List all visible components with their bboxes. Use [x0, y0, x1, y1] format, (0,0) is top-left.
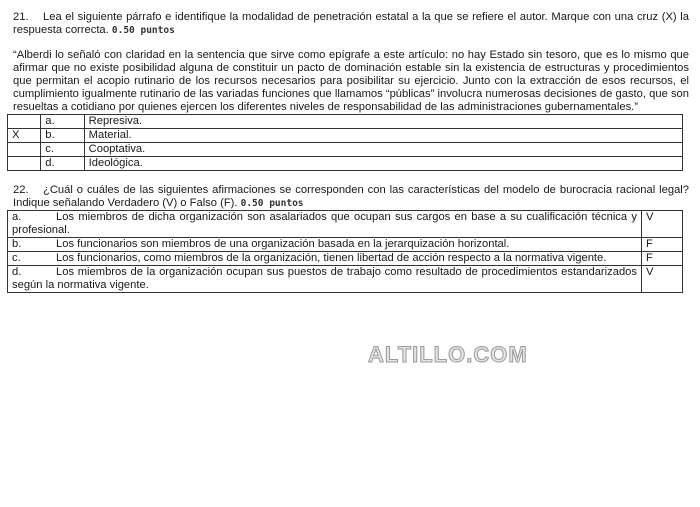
option-mark-cell[interactable] [8, 157, 41, 171]
question-points: 0.50 puntos [240, 198, 304, 209]
statement-cell [8, 266, 642, 293]
question-22 [13, 184, 689, 210]
option-row[interactable] [8, 143, 683, 157]
statement-letter: d. [12, 266, 22, 278]
question-prompt: Lea el siguiente párrafo e identifique la modalidad de penetración estatal a la que se refiere el autor. Marque con una cruz (X) la respuesta correcta. [13, 11, 689, 36]
statement-cell [8, 238, 642, 252]
statement-cell [8, 211, 642, 238]
statement-row [8, 252, 683, 266]
option-letter: b. [41, 129, 84, 143]
options-table [7, 114, 683, 171]
statement-text: Los miembros de dicha organización son asalariados que ocupan sus cargos en base a su cualificación técnica y profesional. [12, 211, 637, 236]
statement-text: Los funcionarios son miembros de una organización basada en la jerarquización horizontal. [56, 238, 510, 250]
option-row[interactable] [8, 157, 683, 171]
statement-text: Los miembros de la organización ocupan sus puestos de trabajo como resultado de procedimientos estandarizados según la normativa vigente. [12, 266, 637, 291]
statement-cell [8, 252, 642, 266]
quoted-paragraph: “Alberdi lo señaló con claridad en la sentencia que sirve como epígrafe a este artículo: no hay Estado sin tesoro, que es lo mismo que afirmar que no existe posibilidad alguna de constituir un pacto de dominación estable sin la existencia de estructuras y procedimientos que permitan el acopio rutinario de los recursos necesarios para posibilitar su ejercicio. Junto con la extracción de esos recursos, el cumplimiento igualmente rutinario de las variadas funciones que llamamos “públicas” involucra numerosas decisiones de gasto, que son resueltas a cotidiano por quienes ejercen los diferentes niveles de responsabilidad de las administraciones gubernamentales.” [13, 49, 689, 113]
statement-text: Los funcionarios, como miembros de la organización, tienen libertad de acción respecto a la normativa vigente. [56, 252, 607, 264]
true-false-table [7, 210, 683, 293]
answer-cell[interactable]: V [642, 211, 683, 238]
option-letter: a. [41, 115, 84, 129]
question-number: 21. [13, 11, 29, 23]
option-text: Material. [84, 129, 682, 143]
answer-cell[interactable]: F [642, 238, 683, 252]
statement-row [8, 238, 683, 252]
question-points: 0.50 puntos [111, 25, 175, 36]
option-text: Ideológica. [84, 157, 682, 171]
option-mark-cell[interactable] [8, 115, 41, 129]
option-row[interactable] [8, 129, 683, 143]
statement-row [8, 266, 683, 293]
option-letter: c. [41, 143, 84, 157]
option-mark-cell[interactable]: X [8, 129, 41, 143]
statement-row [8, 211, 683, 238]
option-row[interactable] [8, 115, 683, 129]
question-number: 22. [13, 184, 29, 196]
option-text: Represiva. [84, 115, 682, 129]
exam-page [13, 11, 689, 293]
question-prompt: ¿Cuál o cuáles de las siguientes afirmaciones se corresponden con las características del modelo de burocracia racional legal? Indique señalando Verdadero (V) o Falso (F). [13, 184, 689, 209]
answer-cell[interactable]: F [642, 252, 683, 266]
statement-letter: c. [12, 252, 21, 264]
watermark: ALTILLO.COM [368, 342, 528, 367]
option-mark-cell[interactable] [8, 143, 41, 157]
statement-letter: b. [12, 238, 22, 250]
option-letter: d. [41, 157, 84, 171]
statement-letter: a. [12, 211, 22, 223]
option-text: Cooptativa. [84, 143, 682, 157]
answer-cell[interactable]: V [642, 266, 683, 293]
question-21 [13, 11, 689, 37]
